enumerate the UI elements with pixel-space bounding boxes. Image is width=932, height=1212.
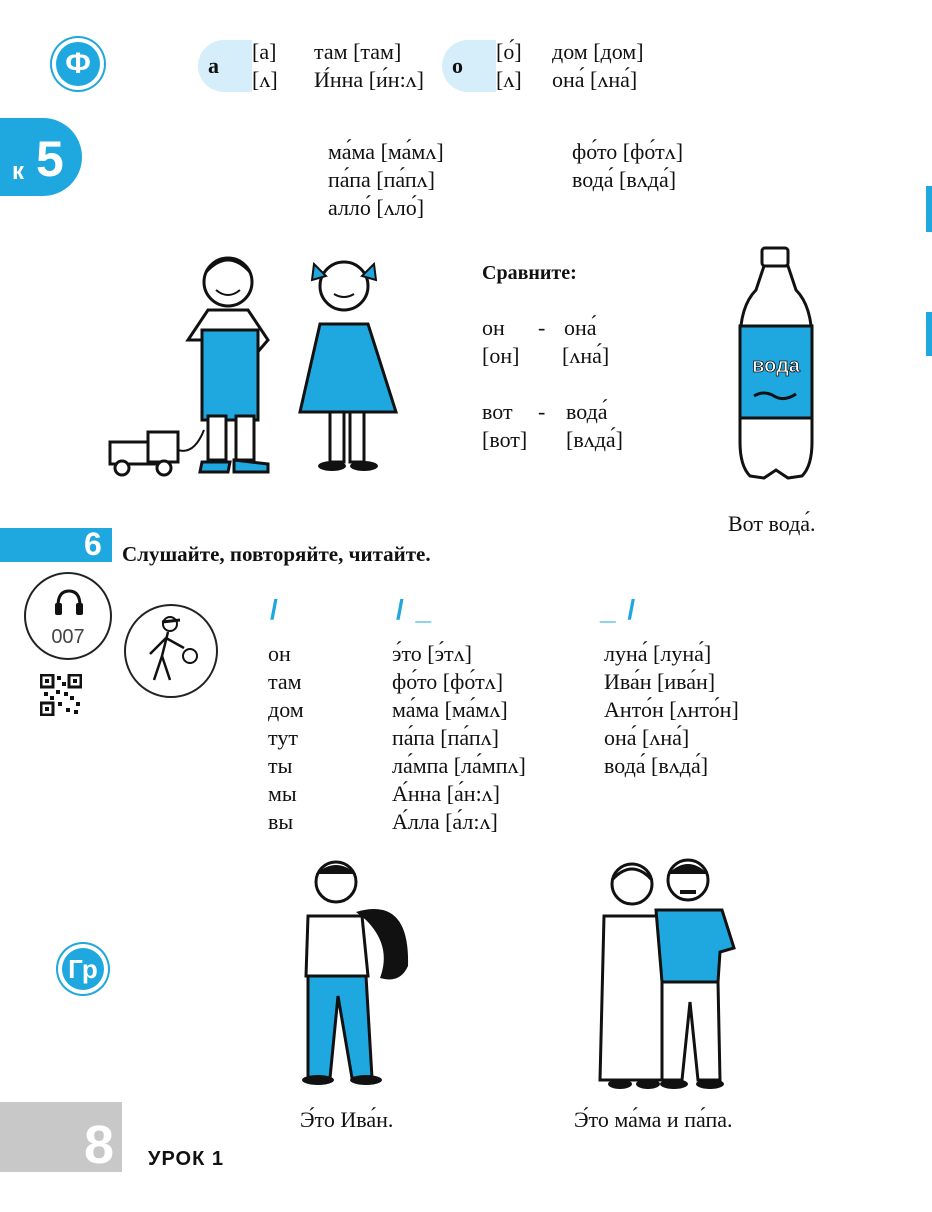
wordlist-col2 [392,640,526,836]
task5-word: алло́ [ʌло́] [328,195,425,220]
audio-track-number: 007 [51,626,85,648]
compare-word-b-2: вода́ [566,399,608,424]
wordlist-item: ты [268,753,293,778]
person-ball-icon [140,614,204,690]
wordlist-item: там [268,669,302,694]
vowel-a-example-1: там [там] [314,39,402,64]
task5-col2 [572,138,683,194]
parents-caption: Э́то ма́ма и па́па. [574,1107,733,1132]
edge-tab-mid [926,312,932,356]
edge-tab-top [926,186,932,232]
vowel-a-letter: а [208,53,219,78]
parents-illustration [584,852,744,1092]
task5-word: ма́ма [ма́мʌ] [328,139,444,164]
lesson-label: УРОК 1 [148,1148,224,1170]
audio-track-button[interactable] [24,572,112,660]
task-5-number: 5 [36,131,64,187]
compare-title: Сравните: [482,262,577,284]
wordlist-item: тут [268,725,298,750]
task5-word: фо́то [фо́тʌ] [572,139,684,164]
ivan-caption: Э́то Ива́н. [300,1107,394,1132]
wordlist-item: Анто́н [ʌнто́н] [604,697,739,722]
stress-pattern-2: / _ [396,594,434,625]
compare-word-a-1: он [482,315,505,340]
task-5-marker [0,118,82,196]
wordlist-item: мы [268,781,297,806]
compare-tr-b-1: [ʌна́] [562,343,610,368]
task5-col1 [328,138,444,222]
grammar-marker: Гр [58,944,108,994]
compare-dash-2: - [538,399,546,424]
wordlist-item: она́ [ʌна́] [604,725,690,750]
page-number: 8 [84,1115,115,1175]
wordlist-item: ма́ма [ма́мʌ] [392,697,508,722]
water-bottle-illustration [736,246,816,486]
vowel-a-sound-1: [а] [252,39,277,64]
vowel-o-letter: о [452,53,463,78]
wordlist-item: Ива́н [ива́н] [604,669,716,694]
headphones-icon [54,588,84,616]
wordlist-item: он [268,641,291,666]
compare-word-b-1: она́ [564,315,597,340]
activity-icon [124,604,218,698]
wordlist-item: э́то [э́тʌ] [392,641,472,666]
boy-girl-illustration [104,250,404,480]
stress-pattern-1: / [270,594,280,625]
wordlist-item: А́нна [а́н:ʌ] [392,781,501,806]
vowel-o-example-1: дом [дом] [552,39,644,64]
wordlist-item: луна́ [луна́] [604,641,712,666]
bottle-caption: Вот вода́. [728,511,816,536]
wordlist-col3 [604,640,739,780]
vowel-a-sound-2: [ʌ] [252,67,278,92]
section-6-number: 6 [84,526,102,562]
compare-tr-a-1: [он] [482,343,520,368]
section-6-title: Слушайте, повторяйте, читайте. [122,542,431,566]
ivan-illustration [296,856,416,1092]
wordlist-col1 [268,640,304,836]
vowel-a-example-2: И́нна [и́н:ʌ] [314,67,425,92]
compare-tr-a-2: [вот] [482,427,528,452]
compare-dash-1: - [538,315,546,340]
wordlist-item: вода́ [вʌда́] [604,753,709,778]
wordlist-item: вы [268,809,294,834]
task5-word: вода́ [вʌда́] [572,167,677,192]
vowel-o-example-2: она́ [ʌна́] [552,67,638,92]
task-5-letter: к [12,158,25,185]
vowel-o-sound-1: [о́] [496,39,522,64]
compare-word-a-2: вот [482,399,513,424]
phonetics-marker: Ф [52,38,104,90]
wordlist-item: па́па [па́пʌ] [392,725,499,750]
bottle-label: вода [752,355,800,377]
vowel-o-sound-2: [ʌ] [496,67,522,92]
wordlist-item: фо́то [фо́тʌ] [392,669,504,694]
wordlist-item: дом [268,697,304,722]
wordlist-item: А́лла [а́л:ʌ] [392,809,498,834]
wordlist-item: ла́мпа [ла́мпʌ] [392,753,526,778]
vowel-a-bubble [198,40,252,92]
qr-code[interactable] [40,674,82,716]
compare-tr-b-2: [вʌда́] [566,427,623,452]
vowel-o-bubble [442,40,496,92]
task5-word: па́па [па́пʌ] [328,167,435,192]
stress-pattern-3: _ / [600,594,638,625]
